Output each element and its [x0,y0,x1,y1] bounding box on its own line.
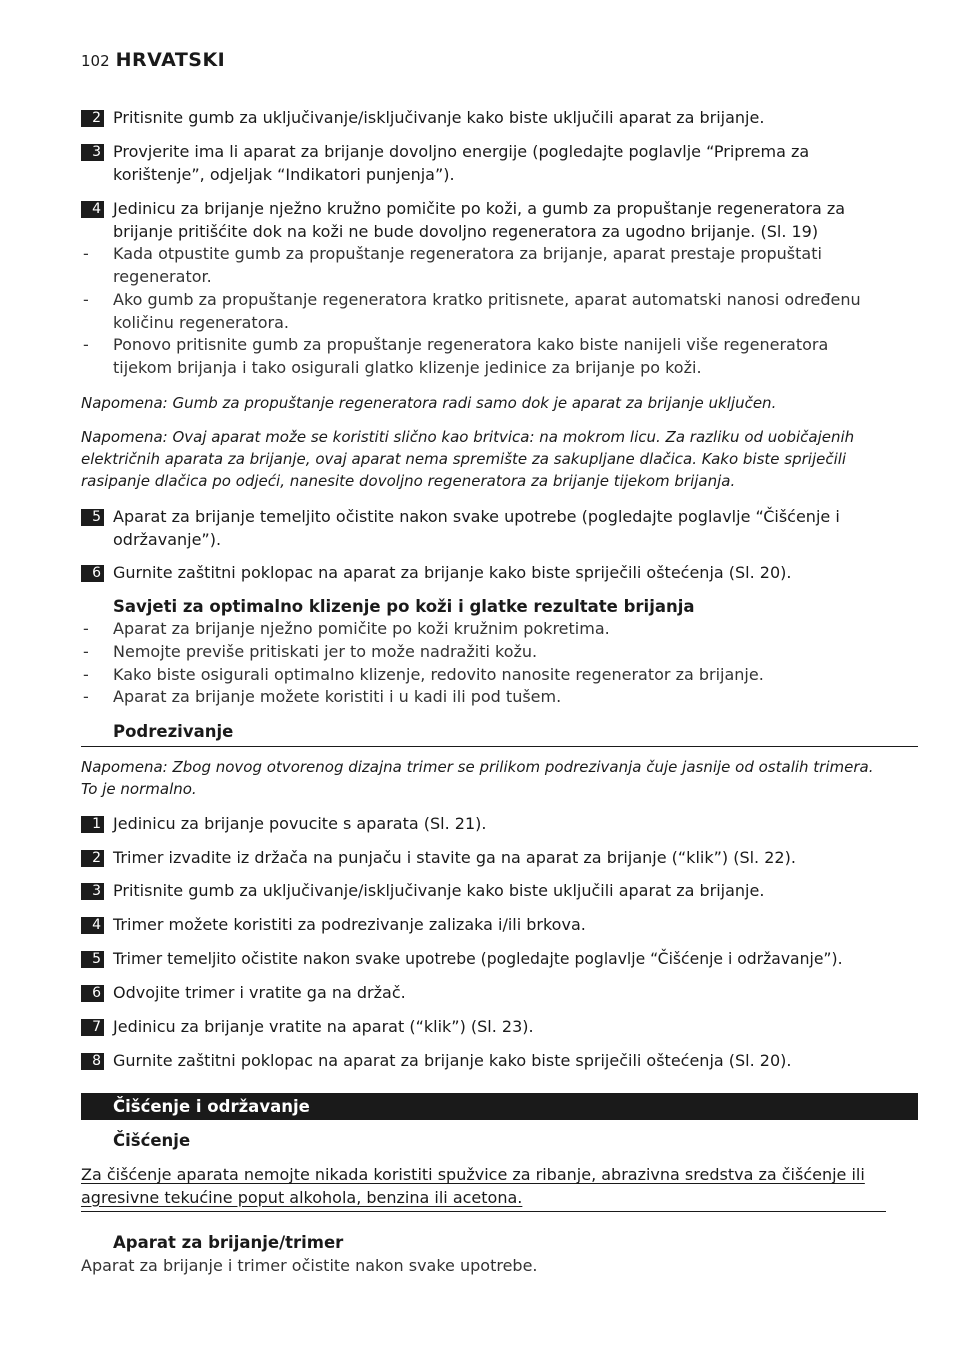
step-number: 4 [81,201,104,218]
warning-line: agresivne tekućine poput alkohola, benzina ili acetona. [81,1187,523,1207]
warning-line: Za čišćenje aparata nemojte nikada koristiti spužvice za ribanje, abrazivna sredstva za čišćenje ili [81,1165,865,1184]
step-item [81,141,918,186]
step-number: 2 [81,850,104,867]
list-item-line: Kada otpustite gumb za propuštanje regeneratora za brijanje, aparat prestaje propuštati [113,244,822,263]
note-line: električnih aparata za brijanje, ovaj aparat nema spremište za sakupljane dlačica. Kako biste spriječili [81,450,847,468]
step-item [81,198,918,243]
step-text-line: korištenje”, odjeljak “Indikatori punjenja”). [113,164,455,184]
language-title: HRVATSKI [115,49,226,71]
list-item [81,664,918,687]
list-item-line: regenerator. [113,266,212,286]
list-item-line: Ponovo pritisnite gumb za propuštanje regeneratora kako biste nanijeli više regeneratora [113,335,829,354]
step-number: 1 [81,816,104,833]
list-item-text: Kako biste osigurali optimalno klizenje, redovito nanosite regenerator za brijanje. [113,665,764,684]
step-number: 8 [81,1053,104,1070]
step-item [81,948,918,971]
tips-heading: Savjeti za optimalno klizenje po koži i glatke rezultate brijanja [113,597,695,616]
step-item [81,562,918,585]
dash-bullet: - [83,619,89,638]
step-item [81,813,918,836]
step-number: 6 [81,565,104,582]
step-text-line: Aparat za brijanje temeljito očistite nakon svake upotrebe (pogledajte poglavlje “Čišćenje i [113,507,840,526]
note [81,426,886,492]
step-text-line: održavanje”). [113,529,222,549]
step-item [81,1016,918,1039]
step-text-line: Jedinicu za brijanje nježno kružno pomičite po koži, a gumb za propuštanje regeneratora za [113,199,846,218]
step-number: 4 [81,917,104,934]
dash-bullet: - [83,642,89,661]
step-text: Jedinicu za brijanje vratite na aparat (“klik”) (Sl. 23). [113,1017,534,1036]
step-number: 6 [81,985,104,1002]
trimming-heading: Podrezivanje [81,721,918,747]
note-line: rasipanje dlačica po odjeći, nanesite dovoljno regeneratora za brijanje tijekom brijanja. [81,472,736,490]
list-item [81,686,918,709]
list-item-line: tijekom brijanja i tako osigurali glatko klizenje jedinice za brijanje po koži. [113,357,702,377]
step-item [81,982,918,1005]
list-item-text: Aparat za brijanje možete koristiti i u kadi ili pod tušem. [113,687,562,706]
cleaning-heading: Čišćenje [113,1131,191,1150]
step-text: Jedinicu za brijanje povucite s aparata (Sl. 21). [113,814,487,833]
list-item [81,641,918,664]
shaver-heading: Aparat za brijanje/trimer [113,1233,344,1252]
note [81,756,886,800]
note-line: To je normalno. [81,780,197,798]
step-item [81,506,918,551]
page-number: 102 [81,52,110,70]
list-item [81,289,918,334]
step-text: Pritisnite gumb za uključivanje/isključivanje kako biste uključili aparat za brijanje. [113,108,765,127]
step-item [81,847,918,870]
step-text: Trimer možete koristiti za podrezivanje zalizaka i/ili brkova. [113,915,586,934]
step-item [81,880,918,903]
dash-bullet: - [83,290,89,309]
step-text: Trimer temeljito očistite nakon svake upotrebe (pogledajte poglavlje “Čišćenje i održavanje”). [113,950,843,968]
step-number: 5 [81,509,104,526]
dash-bullet: - [83,665,89,684]
list-item [81,243,918,288]
step-number: 3 [81,144,104,161]
step-item [81,107,918,130]
dash-bullet: - [83,244,89,263]
step-item [81,914,918,937]
note: Napomena: Gumb za propuštanje regeneratora radi samo dok je aparat za brijanje uključen. [81,394,777,412]
step-text: Pritisnite gumb za uključivanje/isključivanje kako biste uključili aparat za brijanje. [113,881,765,900]
cleaning-warning [81,1164,886,1212]
step-text-line: brijanje pritišćite dok na koži ne bude dovoljno regeneratora za ugodno brijanje. (Sl. 19) [113,221,819,241]
list-item-line: količinu regeneratora. [113,312,289,332]
step-text-line: Provjerite ima li aparat za brijanje dovoljno energije (pogledajte poglavlje “Priprema za [113,142,810,161]
step-item [81,1050,918,1073]
list-item-text: Nemojte previše pritiskati jer to može nadražiti kožu. [113,642,538,661]
list-item [81,334,918,379]
step-number: 7 [81,1019,104,1036]
step-number: 2 [81,110,104,127]
list-item [81,618,918,641]
dash-bullet: - [83,335,89,354]
step-number: 5 [81,951,104,968]
step-text: Gurnite zaštitni poklopac na aparat za brijanje kako biste spriječili oštećenja (Sl. 20). [113,563,792,582]
list-item-line: Ako gumb za propuštanje regeneratora kratko pritisnete, aparat automatski nanosi određenu [113,290,861,309]
section-title-bar: Čišćenje i održavanje [81,1093,918,1120]
step-number: 3 [81,883,104,900]
step-text: Odvojite trimer i vratite ga na držač. [113,983,406,1002]
list-item-text: Aparat za brijanje nježno pomičite po koži kružnim pokretima. [113,619,610,638]
step-text: Gurnite zaštitni poklopac na aparat za brijanje kako biste spriječili oštećenja (Sl. 20). [113,1051,792,1070]
page-header [81,49,225,71]
shaver-text: Aparat za brijanje i trimer očistite nakon svake upotrebe. [81,1256,538,1275]
step-text: Trimer izvadite iz držača na punjaču i stavite ga na aparat za brijanje (“klik”) (Sl. 22). [113,848,796,867]
note-line: Napomena: Zbog novog otvorenog dizajna trimer se prilikom podrezivanja čuje jasnije od ostalih trimera. [81,758,874,776]
dash-bullet: - [83,687,89,706]
note-line: Napomena: Ovaj aparat može se koristiti slično kao britvica: na mokrom licu. Za razliku od uobičajenih [81,428,855,446]
